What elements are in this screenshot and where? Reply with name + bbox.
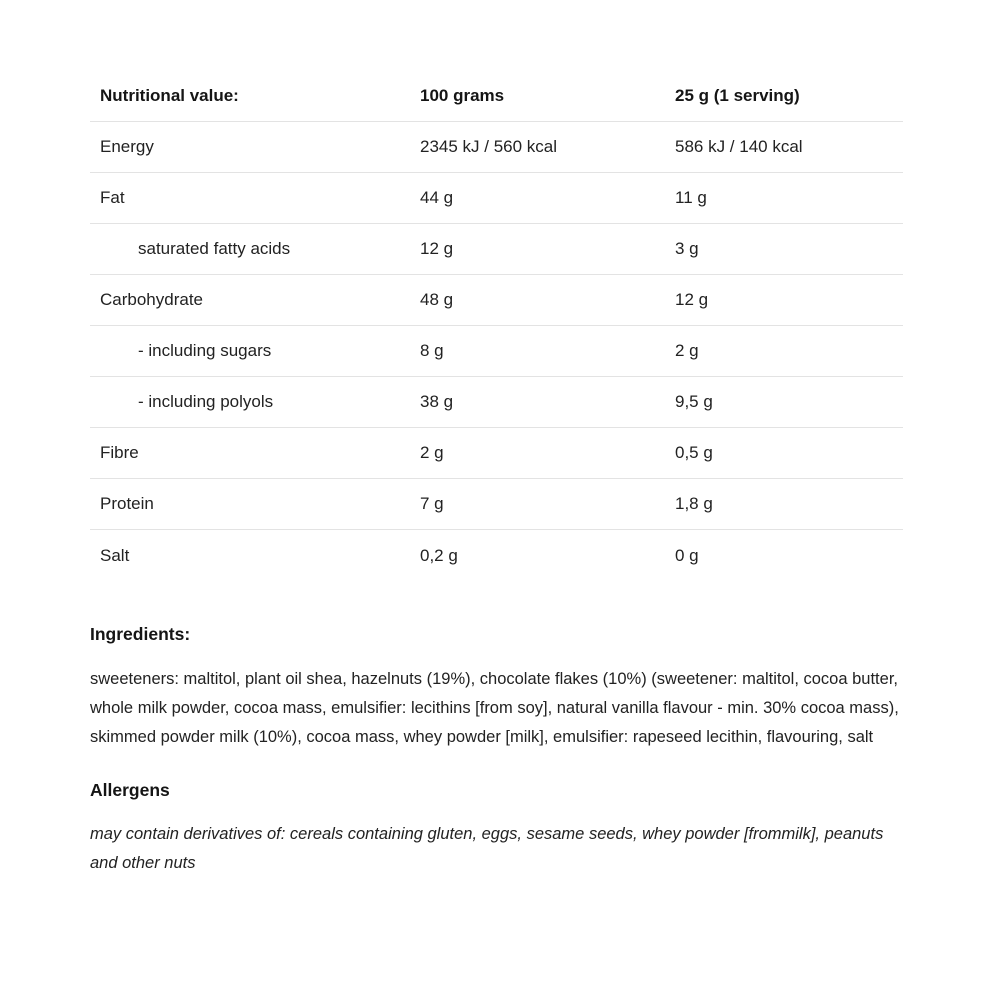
nutrient-label: Protein [100, 494, 154, 513]
header-nutritional-value: Nutritional value: [100, 86, 239, 105]
per-serving-value: 0,5 g [675, 443, 713, 462]
table-row-including-sugars [90, 326, 903, 377]
per-serving-value: 12 g [675, 290, 709, 309]
table-row-energy [90, 122, 903, 173]
per-100g-value: 2345 kJ / 560 kcal [420, 137, 558, 156]
per-100g-value: 8 g [420, 341, 444, 360]
table-header-row [90, 71, 903, 122]
ingredients-text: sweeteners: maltitol, plant oil shea, hazelnuts (19%), chocolate flakes (10%) (sweetener: maltitol, cocoa butter, whole milk powder, cocoa mass, emulsifier: lecithins [from soy], natural vanilla flavour - min. 30% cocoa mass), skimmed powder milk (10%), cocoa mass, whey powder [milk], emulsifier: rapeseed lecithin, flavouring, salt [90, 670, 899, 746]
per-serving-value: 3 g [675, 239, 699, 258]
nutrition-table [90, 71, 903, 581]
per-serving-value: 2 g [675, 341, 699, 360]
nutrient-label: Fibre [100, 443, 139, 462]
per-serving-value: 1,8 g [675, 494, 713, 513]
per-100g-value: 38 g [420, 392, 454, 411]
table-row-protein [90, 479, 903, 530]
header-per-100g: 100 grams [420, 86, 505, 105]
table-row-salt [90, 530, 903, 581]
per-100g-value: 7 g [420, 494, 444, 513]
ingredients-heading: Ingredients: [90, 624, 191, 644]
per-serving-value: 11 g [675, 188, 707, 207]
allergens-text: may contain derivatives of: cereals containing gluten, eggs, sesame seeds, whey powder [frommilk], peanuts and other nuts [90, 825, 884, 872]
table-row-fibre [90, 428, 903, 479]
nutrient-label: Fat [100, 188, 125, 207]
nutrient-label: Energy [100, 137, 154, 156]
per-100g-value: 44 g [420, 188, 454, 207]
nutrient-label: Salt [100, 545, 130, 565]
header-per-serving: 25 g (1 serving) [675, 86, 800, 105]
nutrient-label: - including sugars [138, 341, 272, 360]
table-row-fat [90, 173, 903, 224]
nutrient-label: Carbohydrate [100, 290, 204, 309]
per-serving-value: 586 kJ / 140 kcal [675, 137, 803, 156]
per-100g-value: 0,2 g [420, 545, 458, 565]
table-row-saturated-fatty-acids [90, 224, 903, 275]
per-serving-value: 9,5 g [675, 392, 713, 411]
per-100g-value: 48 g [420, 290, 454, 309]
table-row-including-polyols [90, 377, 903, 428]
table-row-carbohydrate [90, 275, 903, 326]
nutrient-label: - including polyols [138, 392, 274, 411]
allergens-heading: Allergens [90, 780, 170, 800]
per-100g-value: 12 g [420, 239, 454, 258]
nutrient-label: saturated fatty acids [138, 239, 291, 258]
per-100g-value: 2 g [420, 443, 444, 462]
per-serving-value: 0 g [675, 545, 699, 565]
